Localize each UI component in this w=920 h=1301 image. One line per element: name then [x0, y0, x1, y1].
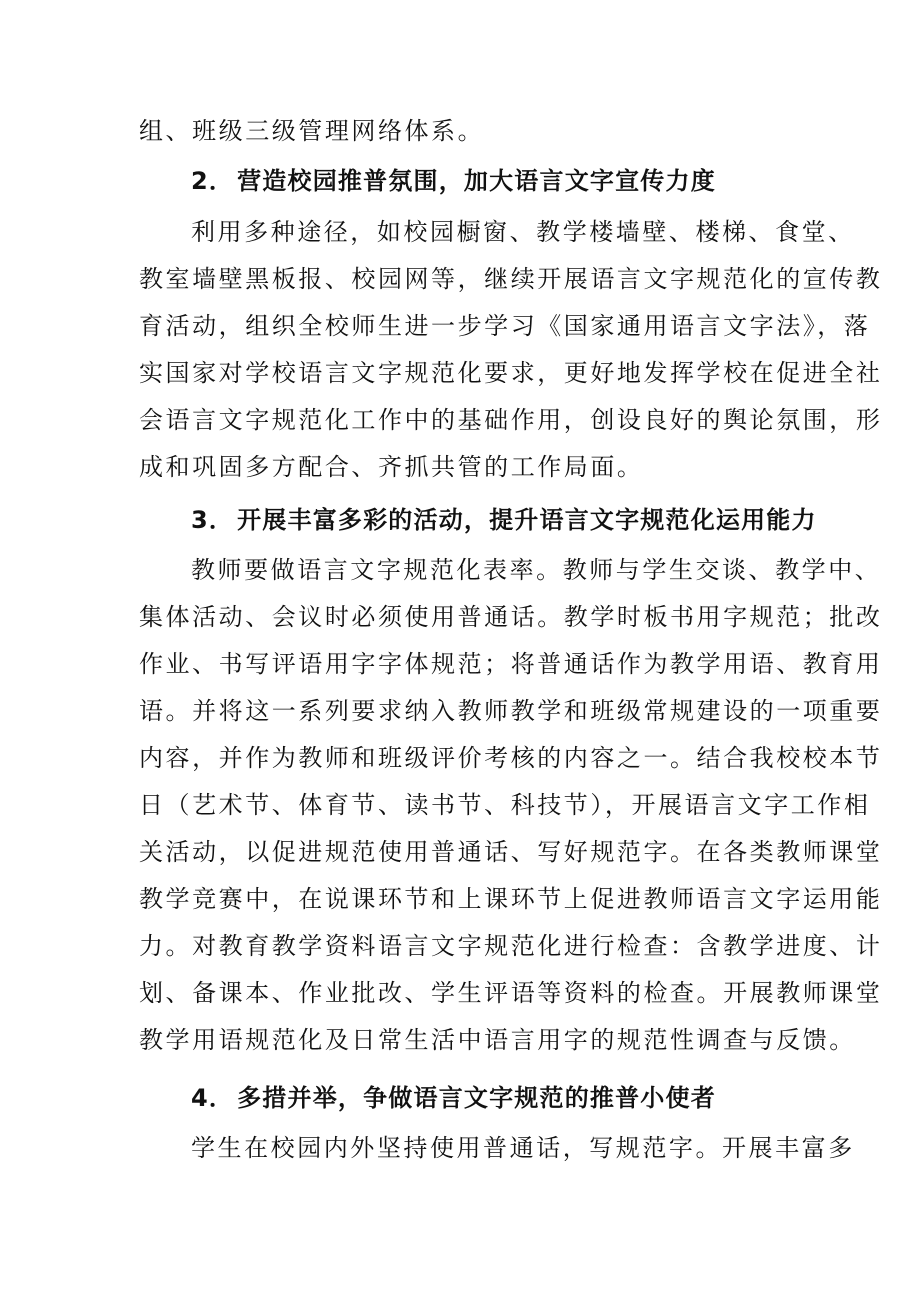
body-line: 作业、书写评语用字字体规范；将普通话作为教学用语、教育用	[139, 650, 883, 678]
body-line: 教室墙壁黑板报、校园网等，继续开展语言文字规范化的宣传教	[139, 265, 883, 293]
body-line: 成和巩固多方配合、齐抓共管的工作局面。	[139, 453, 644, 481]
body-line: 教学用语规范化及日常生活中语言用字的规范性调查与反馈。	[139, 1026, 856, 1054]
body-line: 教学竞赛中，在说课环节和上课环节上促进教师语言文字运用能	[139, 885, 883, 913]
body-line: 育活动，组织全校师生进一步学习《国家通用语言文字法》，落	[139, 312, 871, 340]
body-line: 实国家对学校语言文字规范化要求，更好地发挥学校在促进全社	[139, 359, 883, 387]
body-line: 集体活动、会议时必须使用普通话。教学时板书用字规范；批改	[139, 603, 883, 631]
heading-text: 开展丰富多彩的活动，提升语言文字规范化运用能力	[237, 506, 817, 534]
section-heading-2	[191, 164, 789, 198]
body-line: 内容，并作为教师和班级评价考核的内容之一。结合我校校本节	[139, 744, 883, 772]
body-line: 教师要做语言文字规范化表率。教师与学生交谈、教学中、	[191, 556, 882, 584]
body-line: 会语言文字规范化工作中的基础作用，创设良好的舆论氛围，形	[139, 406, 883, 434]
body-line: 日（艺术节、体育节、读书节、科技节），开展语言文字工作相	[139, 791, 871, 819]
body-line: 划、备课本、作业批改、学生评语等资料的检查。开展教师课堂	[139, 979, 883, 1007]
section-heading-4	[191, 1081, 789, 1115]
body-line: 学生在校园内外坚持使用普通话，写规范字。开展丰富多	[191, 1134, 855, 1162]
heading-number: 3．	[191, 506, 235, 534]
body-line: 组、班级三级管理网络体系。	[139, 117, 485, 145]
section-heading-3	[191, 503, 817, 537]
heading-text: 营造校园推普氛围，加大语言文字宣传力度	[237, 167, 716, 195]
body-line: 关活动，以促进规范使用普通话、写好规范字。在各类教师课堂	[139, 838, 883, 866]
body-line: 语。并将这一系列要求纳入教师教学和班级常规建设的一项重要	[139, 697, 883, 725]
heading-number: 4．	[191, 1084, 235, 1112]
heading-number: 2．	[191, 167, 235, 195]
body-line: 力。对教育教学资料语言文字规范化进行检查：含教学进度、计	[139, 932, 883, 960]
body-line: 利用多种途径，如校园橱窗、教学楼墙壁、楼梯、食堂、	[191, 218, 855, 246]
heading-text: 多措并举，争做语言文字规范的推普小使者	[237, 1084, 716, 1112]
